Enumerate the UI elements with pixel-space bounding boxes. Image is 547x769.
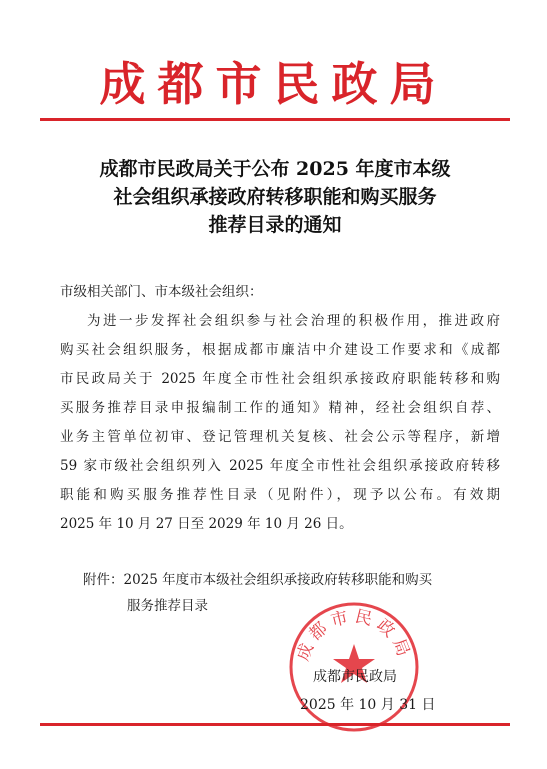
letterhead-title: 成都市民政局 (99, 57, 448, 111)
footer-divider (40, 723, 510, 726)
document-title (40, 155, 510, 239)
letterhead-divider (40, 118, 510, 121)
body-line: 业务主管单位初审、登记管理机关复核、社会公示等程序，新增 (60, 429, 500, 445)
body-line: 职能和购买服务推荐性目录（见附件），现予以公布。有效期 (60, 487, 500, 503)
issue-date: 2025 年 10 月 31 日 (300, 697, 436, 713)
body-line: 为进一步发挥社会组织参与社会治理的积极作用，推进政府 (87, 313, 500, 329)
body-line: 59 家市级社会组织列入 2025 年度全市性社会组织承接政府转移 (60, 458, 500, 474)
salutation: 市级相关部门、市本级社会组织： (60, 284, 263, 300)
body-line: 买服务推荐目录申报编制工作的通知》精神，经社会组织自荐、 (60, 400, 500, 416)
signer-name: 成都市民政局 (313, 669, 397, 685)
attachment-continuation: 服务推荐目录 (127, 598, 208, 614)
body-line: 市民政局关于 2025 年度全市性社会组织承接政府职能转移和购 (60, 371, 500, 387)
title-line: 推荐目录的通知 (208, 214, 342, 236)
attachment-label: 附件：2025 年度市本级社会组织承接政府转移职能和购买 (83, 572, 433, 588)
seal-text: 成都市民政局 (293, 606, 415, 664)
body-line: 购买社会组织服务，根据成都市廉洁中介建设工作要求和《成都 (60, 342, 500, 358)
title-line: 社会组织承接政府转移职能和购买服务 (113, 186, 437, 208)
title-line: 成都市民政局关于公布 2025 年度市本级 (99, 158, 451, 180)
body-line: 2025 年 10 月 27 日至 2029 年 10 月 26 日。 (60, 516, 353, 532)
